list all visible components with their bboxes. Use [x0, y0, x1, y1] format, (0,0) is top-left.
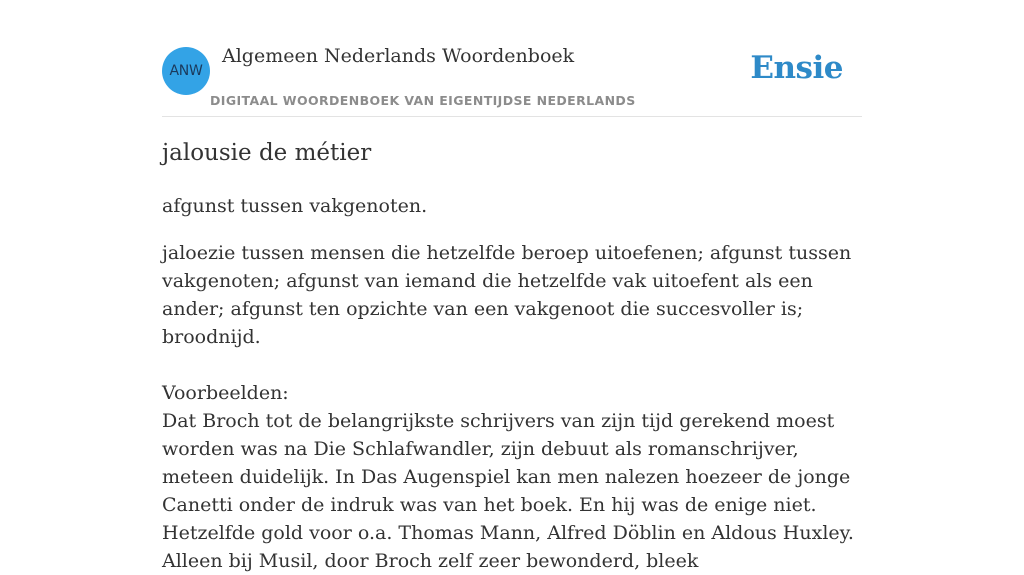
- paragraph-gap: [162, 351, 862, 379]
- ensie-brand-logo[interactable]: Ensie: [750, 50, 843, 86]
- page-container: [162, 0, 862, 572]
- example-text: Dat Broch tot de belangrijkste schrijvers van zijn tijd gerekend moest worden was na Die Schlafwandler, zijn debuut als romanschrijver, meteen duidelijk. In Das Augenspiel kan men nalezen hoezeer de jonge Canetti onder de indruk was van het boek. En hij was de enige niet. Hetzelfde gold voor o.a. Thomas Mann, Alfred Döblin en Aldous Huxley. Alleen bij Musil, door Broch zelf zeer bewonderd, bleek: [162, 410, 854, 572]
- entry-headword: jalousie de métier: [162, 140, 372, 166]
- entry-short-definition: afgunst tussen vakgenoten.: [162, 195, 428, 217]
- entry-body: [162, 239, 862, 575]
- source-logo[interactable]: ANW: [162, 47, 210, 95]
- entry-long-definition: jaloezie tussen mensen die hetzelfde beroep uitoefenen; afgunst tussen vakgenoten; afgunst van iemand die hetzelfde vak uitoefent als een ander; afgunst ten opzichte van een vakgenoot die succesvoller is; broodnijd.: [162, 242, 852, 348]
- source-title[interactable]: Algemeen Nederlands Woordenboek: [222, 45, 575, 67]
- source-subtitle: DIGITAAL WOORDENBOEK VAN EIGENTIJDSE NEDERLANDS: [210, 93, 636, 108]
- site-header: [162, 0, 862, 117]
- examples-label: Voorbeelden:: [162, 382, 289, 404]
